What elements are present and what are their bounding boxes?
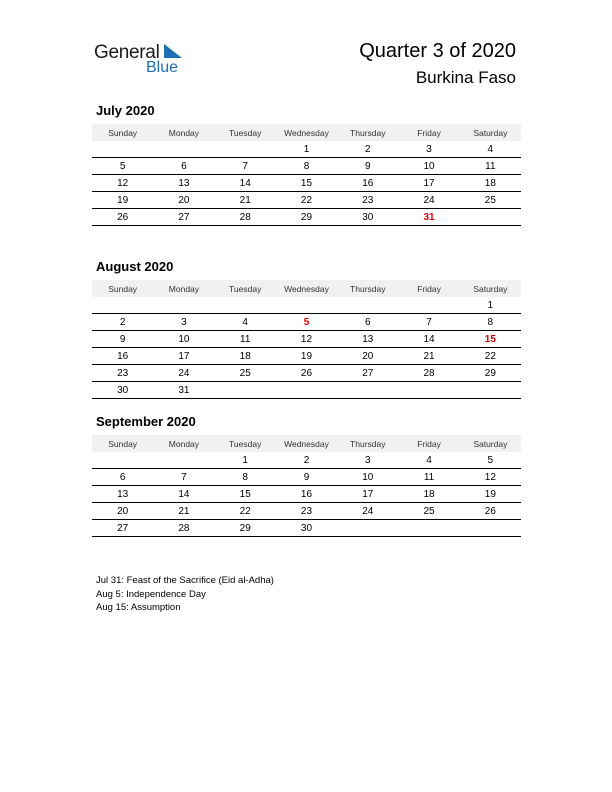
- day-cell: 2: [303, 454, 310, 466]
- day-cell: 27: [362, 367, 374, 379]
- week-row: [92, 158, 521, 175]
- day-cell: 18: [484, 177, 496, 189]
- day-cell: 12: [300, 333, 313, 345]
- week-row: [92, 331, 521, 348]
- week-row: [92, 297, 521, 314]
- day-cell: 17: [362, 488, 374, 500]
- day-cell: 28: [239, 211, 251, 223]
- day-cell: 29: [239, 522, 251, 534]
- day-cell: 3: [181, 316, 187, 328]
- holiday-day-cell: 5: [303, 316, 310, 328]
- day-cell: 19: [484, 488, 496, 500]
- day-cell: 16: [117, 350, 129, 362]
- weekday-label: Monday: [168, 127, 200, 138]
- day-cell: 9: [303, 471, 310, 483]
- month-title: September 2020: [96, 414, 196, 429]
- day-cell: 22: [484, 350, 496, 362]
- day-cell: 12: [117, 177, 129, 189]
- holiday-notes: [96, 574, 274, 615]
- day-cell: 28: [178, 522, 190, 534]
- week-row: [92, 486, 521, 503]
- day-cell: 24: [362, 505, 374, 517]
- day-cell: 26: [484, 505, 496, 517]
- weekday-label: Thursday: [350, 438, 386, 449]
- weekday-label: Saturday: [473, 127, 508, 138]
- day-cell: 4: [426, 454, 432, 466]
- week-row: [92, 348, 521, 365]
- country-name: Burkina Faso: [415, 68, 516, 87]
- day-cell: 15: [300, 177, 313, 189]
- holiday-note: Aug 15: Assumption: [96, 602, 181, 613]
- weekday-label: Tuesday: [229, 283, 262, 294]
- day-cell: 8: [487, 316, 494, 328]
- day-cell: 9: [364, 160, 371, 172]
- month-title: August 2020: [96, 259, 174, 274]
- week-row: [92, 192, 521, 209]
- day-cell: 3: [426, 143, 432, 155]
- day-cell: 19: [117, 194, 129, 206]
- day-cell: 1: [487, 299, 494, 311]
- day-cell: 19: [300, 350, 313, 362]
- day-cell: 10: [423, 160, 435, 172]
- day-cell: 21: [239, 194, 251, 206]
- holiday-day-cell: 31: [423, 211, 435, 223]
- day-cell: 25: [484, 194, 496, 206]
- weekday-label: Tuesday: [229, 438, 262, 449]
- day-cell: 14: [178, 488, 190, 500]
- day-cell: 11: [485, 160, 496, 172]
- day-cell: 11: [423, 471, 435, 483]
- weekday-label: Sunday: [108, 283, 138, 294]
- day-cell: 3: [364, 454, 371, 466]
- day-cell: 17: [423, 177, 435, 189]
- weekday-header-row: [92, 124, 521, 141]
- day-cell: 21: [178, 505, 190, 517]
- day-cell: 29: [484, 367, 496, 379]
- day-cell: 27: [178, 211, 190, 223]
- weekday-label: Wednesday: [284, 283, 329, 294]
- week-row: [92, 503, 521, 520]
- weekday-label: Monday: [168, 283, 200, 294]
- day-cell: 6: [364, 316, 371, 328]
- day-cell: 26: [300, 367, 313, 379]
- weekday-label: Friday: [417, 438, 441, 449]
- weekday-label: Thursday: [350, 127, 386, 138]
- holiday-note: Aug 5: Independence Day: [96, 588, 206, 600]
- month-title: July 2020: [96, 103, 155, 118]
- weekday-label: Thursday: [350, 283, 386, 294]
- day-cell: 4: [242, 316, 248, 328]
- page-title: Quarter 3 of 2020: [359, 40, 516, 62]
- week-row: [92, 365, 521, 382]
- day-cell: 9: [119, 333, 126, 345]
- day-cell: 24: [178, 367, 190, 379]
- week-row: [92, 314, 521, 331]
- month-september: [92, 414, 521, 537]
- day-cell: 18: [239, 350, 251, 362]
- day-cell: 25: [423, 505, 435, 517]
- day-cell: 13: [117, 488, 129, 500]
- week-row: [92, 520, 521, 537]
- day-cell: 28: [423, 367, 435, 379]
- day-cell: 30: [117, 384, 129, 396]
- day-cell: 29: [300, 211, 313, 223]
- weekday-label: Wednesday: [284, 127, 329, 138]
- weekday-label: Monday: [168, 438, 200, 449]
- month-august: [92, 259, 521, 399]
- day-cell: 2: [364, 143, 371, 155]
- weekday-label: Sunday: [108, 127, 138, 138]
- day-cell: 24: [423, 194, 435, 206]
- logo-blue-text: Blue: [146, 59, 179, 76]
- day-cell: 6: [181, 160, 187, 172]
- day-cell: 11: [240, 333, 251, 345]
- week-row: [92, 469, 521, 486]
- day-cell: 23: [362, 194, 374, 206]
- weekday-label: Saturday: [473, 283, 508, 294]
- day-cell: 18: [423, 488, 435, 500]
- day-cell: 14: [239, 177, 251, 189]
- day-cell: 26: [117, 211, 129, 223]
- weekday-label: Wednesday: [284, 438, 329, 449]
- logo-triangle-icon: [162, 44, 184, 60]
- week-row: [92, 175, 521, 192]
- day-cell: 23: [300, 505, 313, 517]
- weekday-header-row: [92, 435, 521, 452]
- day-cell: 1: [242, 454, 248, 466]
- day-cell: 13: [178, 177, 190, 189]
- day-cell: 10: [178, 333, 190, 345]
- day-cell: 14: [423, 333, 435, 345]
- week-row: [92, 209, 521, 226]
- day-cell: 5: [119, 160, 126, 172]
- month-july: [92, 103, 521, 226]
- week-row: [92, 382, 521, 399]
- day-cell: 30: [300, 522, 313, 534]
- day-cell: 4: [487, 143, 494, 155]
- day-cell: 10: [362, 471, 374, 483]
- day-cell: 7: [426, 316, 432, 328]
- weekday-label: Friday: [417, 283, 441, 294]
- day-cell: 16: [300, 488, 313, 500]
- logo-general-text: General: [94, 42, 160, 63]
- weekday-label: Saturday: [473, 438, 508, 449]
- day-cell: 20: [178, 194, 190, 206]
- day-cell: 23: [117, 367, 129, 379]
- day-cell: 17: [178, 350, 190, 362]
- week-row: [92, 452, 521, 469]
- day-cell: 13: [362, 333, 374, 345]
- day-cell: 5: [487, 454, 494, 466]
- day-cell: 12: [484, 471, 496, 483]
- day-cell: 25: [239, 367, 251, 379]
- weekday-label: Friday: [417, 127, 441, 138]
- day-cell: 8: [303, 160, 310, 172]
- holiday-day-cell: 15: [484, 333, 496, 345]
- day-cell: 2: [119, 316, 126, 328]
- day-cell: 21: [423, 350, 435, 362]
- day-cell: 7: [242, 160, 248, 172]
- day-cell: 22: [300, 194, 313, 206]
- day-cell: 27: [117, 522, 129, 534]
- day-cell: 16: [362, 177, 374, 189]
- logo: [94, 40, 204, 80]
- day-cell: 20: [117, 505, 129, 517]
- day-cell: 30: [362, 211, 374, 223]
- day-cell: 31: [178, 384, 190, 396]
- day-cell: 22: [239, 505, 251, 517]
- weekday-label: Sunday: [108, 438, 138, 449]
- week-row: [92, 141, 521, 158]
- day-cell: 1: [303, 143, 310, 155]
- day-cell: 6: [119, 471, 126, 483]
- day-cell: 15: [239, 488, 251, 500]
- weekday-header-row: [92, 280, 521, 297]
- weekday-label: Tuesday: [229, 127, 262, 138]
- day-cell: 20: [362, 350, 374, 362]
- holiday-note: Jul 31: Feast of the Sacrifice (Eid al-Adha): [96, 575, 274, 586]
- day-cell: 7: [181, 471, 187, 483]
- day-cell: 8: [242, 471, 248, 483]
